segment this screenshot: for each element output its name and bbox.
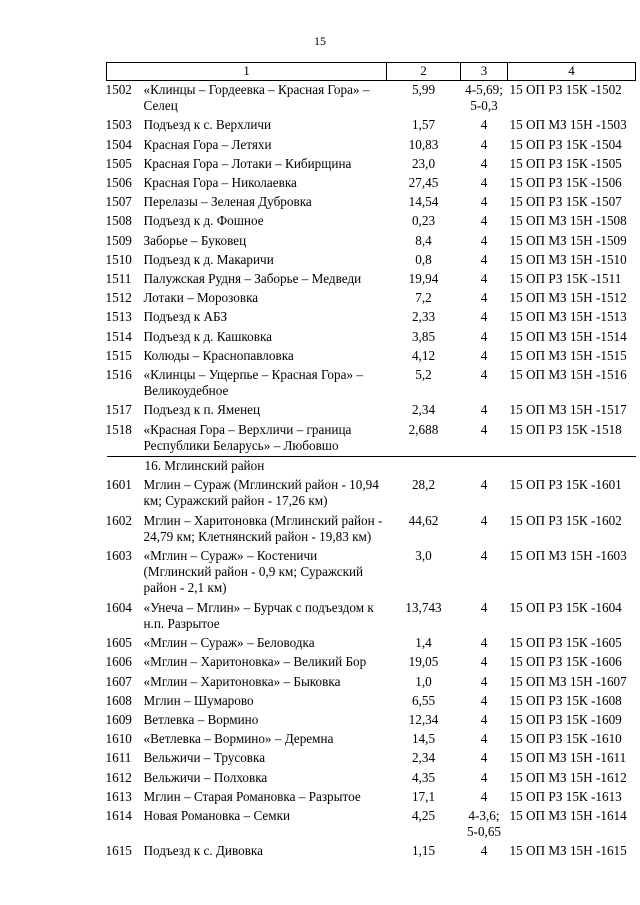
- road-name: «Мглин – Сураж» – Костеничи (Мглинский район - 0,9 км; Суражский район - 2,1 км): [143, 548, 364, 596]
- road-code: 1511: [105, 271, 132, 287]
- road-name: Подъезд к с. Дивовка: [143, 843, 263, 859]
- road-code: 1613: [105, 788, 132, 804]
- road-name-cell: [107, 692, 387, 711]
- road-category: 4: [480, 194, 488, 210]
- road-name-cell: [107, 653, 387, 672]
- road-name-cell: [107, 421, 387, 457]
- road-name-cell: [107, 476, 387, 511]
- road-name-cell: [107, 212, 387, 231]
- road-name: Лотаки – Морозовка: [143, 290, 259, 306]
- road-name: Мглин – Харитоновка (Мглинский район - 24,79 км; Клетнянский район - 19,83 км): [143, 512, 383, 544]
- road-length: 3,85: [411, 328, 436, 344]
- road-name-cell: [107, 512, 387, 547]
- table-row: [107, 232, 636, 251]
- road-id: 15 ОП РЗ 15К -1511: [509, 271, 622, 287]
- road-code: 1611: [105, 750, 132, 766]
- road-code: 1505: [105, 155, 132, 171]
- road-length: 28,2: [411, 477, 436, 493]
- header-col-1: 1: [107, 63, 387, 81]
- road-name-cell: [107, 842, 387, 861]
- header-col-3: 3: [461, 63, 508, 81]
- header-col-4: 4: [508, 63, 636, 81]
- road-id: 15 ОП РЗ 15К -1504: [509, 136, 622, 152]
- road-name: Красная Гора – Летяхи: [143, 136, 272, 152]
- road-name: Подъезд к АБЗ: [143, 309, 228, 325]
- road-name-cell: [107, 116, 387, 135]
- road-code: 1506: [105, 175, 132, 191]
- road-category: 4: [480, 328, 488, 344]
- road-category: 4: [480, 654, 488, 670]
- road-id: 15 ОП МЗ 15Н -1510: [509, 251, 627, 267]
- table-row: [107, 634, 636, 653]
- table-row: [107, 692, 636, 711]
- road-name: «Клинцы – Гордеевка – Красная Гора» – Селец: [143, 82, 370, 114]
- road-id: 15 ОП МЗ 15Н -1503: [509, 117, 627, 133]
- road-code: 1513: [105, 309, 132, 325]
- road-name-cell: [107, 599, 387, 634]
- table-body-mglin: [107, 476, 636, 861]
- road-category: 4: [480, 788, 488, 804]
- road-code: 1516: [105, 367, 132, 383]
- table-row: [107, 749, 636, 768]
- road-length: 1,57: [411, 117, 436, 133]
- road-length: 2,33: [411, 309, 436, 325]
- road-name: «Красная Гора – Верхличи – граница Республики Беларусь» – Любовшо: [143, 421, 352, 453]
- road-code: 1514: [105, 328, 132, 344]
- road-length: 7,2: [415, 290, 432, 306]
- road-id: 15 ОП МЗ 15Н -1515: [509, 347, 627, 363]
- table-row: [107, 711, 636, 730]
- road-category: 4: [480, 477, 488, 493]
- table-row: [107, 788, 636, 807]
- road-length: 4,25: [411, 807, 436, 823]
- table-row: [107, 599, 636, 634]
- roads-table: [106, 62, 636, 862]
- road-name: Красная Гора – Николаевка: [143, 175, 297, 191]
- road-name: «Унеча – Мглин» – Бурчак с подъездом к н.п. Разрытое: [143, 599, 374, 631]
- table-body-krasnaya-gora: [107, 81, 636, 457]
- table-row: [107, 212, 636, 231]
- road-code: 1504: [105, 136, 132, 152]
- road-name-cell: [107, 251, 387, 270]
- road-name-cell: [107, 289, 387, 308]
- road-id: 15 ОП РЗ 15К -1605: [509, 635, 622, 651]
- table-row: [107, 476, 636, 511]
- road-id: 15 ОП РЗ 15К -1502: [509, 82, 622, 97]
- road-id: 15 ОП РЗ 15К -1606: [509, 654, 622, 670]
- road-code: 1608: [105, 692, 132, 708]
- road-name-cell: [107, 347, 387, 366]
- road-name-cell: [107, 366, 387, 401]
- road-code: 1609: [105, 711, 132, 727]
- road-name-cell: [107, 136, 387, 155]
- road-id: 15 ОП МЗ 15Н -1514: [509, 328, 627, 344]
- road-code: 1508: [105, 213, 132, 229]
- road-name: Перелазы – Зеленая Дубровка: [143, 194, 312, 210]
- road-name-cell: [107, 81, 387, 117]
- road-code: 1509: [105, 232, 132, 248]
- road-code: 1507: [105, 194, 132, 210]
- road-name: Вельжичи – Трусовка: [143, 750, 266, 766]
- road-length: 14,5: [411, 731, 436, 747]
- table-row: [107, 512, 636, 547]
- table-row: [107, 174, 636, 193]
- road-category: 4: [480, 692, 488, 708]
- road-category: 4: [480, 175, 488, 191]
- road-category: 4: [480, 843, 488, 859]
- road-id: 15 ОП МЗ 15Н -1516: [509, 367, 627, 383]
- road-length: 1,4: [415, 635, 432, 651]
- road-id: 15 ОП РЗ 15К -1613: [509, 788, 622, 804]
- road-code: 1604: [105, 599, 132, 615]
- road-category: 4: [480, 635, 488, 651]
- road-name: Мглин – Сураж (Мглинский район - 10,94 км; Суражский район - 17,26 км): [143, 477, 379, 509]
- table-row: [107, 653, 636, 672]
- road-id: 15 ОП РЗ 15К -1518: [509, 421, 622, 437]
- table-row: [107, 308, 636, 327]
- road-length: 0,23: [411, 213, 436, 229]
- road-category: 4: [480, 548, 488, 564]
- road-category: 4: [480, 402, 488, 418]
- road-name: «Мглин – Харитоновка» – Быковка: [143, 673, 341, 689]
- road-id: 15 ОП МЗ 15Н -1614: [509, 807, 627, 823]
- table-row: [107, 673, 636, 692]
- road-category: 4-5,69; 5-0,3: [465, 82, 503, 114]
- road-name: Красная Гора – Лотаки – Кибирщина: [143, 155, 352, 171]
- road-id: 15 ОП МЗ 15Н -1509: [509, 232, 627, 248]
- road-name: «Мглин – Сураж» – Беловодка: [143, 635, 315, 651]
- district-title: 16. Мглинский район: [144, 458, 265, 474]
- road-category: 4: [480, 673, 488, 689]
- road-length: 2,34: [411, 750, 436, 766]
- road-name-cell: [107, 634, 387, 653]
- road-name: «Мглин – Харитоновка» – Великий Бор: [143, 654, 367, 670]
- table-row: [107, 401, 636, 420]
- road-id: 15 ОП РЗ 15К -1506: [509, 175, 622, 191]
- road-name-cell: [107, 270, 387, 289]
- road-length: 2,688: [408, 421, 439, 437]
- road-category: 4: [480, 155, 488, 171]
- road-length: 5,99: [411, 82, 436, 97]
- road-id: 15 ОП МЗ 15Н -1512: [509, 290, 627, 306]
- road-id: 15 ОП МЗ 15Н -1607: [509, 673, 627, 689]
- road-name: Подъезд к д. Макаричи: [143, 251, 274, 267]
- road-name-cell: [107, 328, 387, 347]
- road-category: 4: [480, 750, 488, 766]
- road-code: 1615: [105, 843, 132, 859]
- table-row: [107, 547, 636, 599]
- road-length: 27,45: [408, 175, 439, 191]
- road-category: 4: [480, 731, 488, 747]
- table-row: [107, 421, 636, 457]
- road-category: 4: [480, 599, 488, 615]
- road-code: 1614: [105, 807, 132, 823]
- page-number: 15: [314, 34, 326, 48]
- road-name-cell: [107, 769, 387, 788]
- table-row: [107, 251, 636, 270]
- road-name: Мглин – Старая Романовка – Разрытое: [143, 788, 361, 804]
- road-id: 15 ОП МЗ 15Н -1517: [509, 402, 627, 418]
- road-code: 1601: [105, 477, 132, 493]
- road-code: 1515: [105, 347, 132, 363]
- road-id: 15 ОП РЗ 15К -1609: [509, 711, 622, 727]
- road-category: 4: [480, 769, 488, 785]
- road-category: 4: [480, 251, 488, 267]
- road-id: 15 ОП МЗ 15Н -1612: [509, 769, 627, 785]
- road-code: 1502: [105, 82, 132, 97]
- road-id: 15 ОП РЗ 15К -1604: [509, 599, 622, 615]
- road-id: 15 ОП МЗ 15Н -1611: [509, 750, 627, 766]
- road-id: 15 ОП РЗ 15К -1608: [509, 692, 622, 708]
- table-row: [107, 116, 636, 135]
- road-name-cell: [107, 749, 387, 768]
- road-code: 1606: [105, 654, 132, 670]
- road-length: 4,35: [411, 769, 436, 785]
- road-name-cell: [107, 730, 387, 749]
- road-length: 0,8: [415, 251, 432, 267]
- table-row: [107, 769, 636, 788]
- road-category: 4: [480, 711, 488, 727]
- road-category: 4: [480, 290, 488, 306]
- header-col-2: 2: [387, 63, 461, 81]
- table-row: [107, 289, 636, 308]
- road-id: 15 ОП МЗ 15Н -1603: [509, 548, 627, 564]
- road-code: 1612: [105, 769, 132, 785]
- road-name: Заборье – Буковец: [143, 232, 247, 248]
- road-category: 4: [480, 232, 488, 248]
- district-section: [107, 457, 636, 477]
- road-id: 15 ОП МЗ 15Н -1508: [509, 213, 627, 229]
- road-code: 1603: [105, 548, 132, 564]
- road-name-cell: [107, 788, 387, 807]
- road-length: 19,94: [408, 271, 439, 287]
- road-length: 8,4: [415, 232, 432, 248]
- road-length: 1,15: [411, 843, 436, 859]
- road-length: 19,05: [408, 654, 439, 670]
- road-category: 4: [480, 347, 488, 363]
- road-length: 44,62: [408, 512, 439, 528]
- road-category: 4: [480, 309, 488, 325]
- road-name-cell: [107, 401, 387, 420]
- road-name: Подъезд к п. Яменец: [143, 402, 261, 418]
- road-category: 4: [480, 421, 488, 437]
- road-name: Мглин – Шумарово: [143, 692, 254, 708]
- road-category: 4: [480, 512, 488, 528]
- road-code: 1607: [105, 673, 132, 689]
- road-category: 4: [480, 213, 488, 229]
- table-row: [107, 807, 636, 842]
- road-code: 1518: [105, 421, 132, 437]
- road-length: 1,0: [415, 673, 432, 689]
- road-category: 4: [480, 136, 488, 152]
- road-name-cell: [107, 711, 387, 730]
- road-name: «Ветлевка – Вормино» – Деремна: [143, 731, 334, 747]
- road-name-cell: [107, 174, 387, 193]
- road-id: 15 ОП РЗ 15К -1507: [509, 194, 622, 210]
- table-row: [107, 193, 636, 212]
- table-row: [107, 270, 636, 289]
- road-name: Подъезд к с. Верхличи: [143, 117, 272, 133]
- road-code: 1512: [105, 290, 132, 306]
- road-code: 1510: [105, 251, 132, 267]
- road-category: 4: [480, 271, 488, 287]
- road-name: Палужская Рудня – Заборье – Медведи: [143, 271, 362, 287]
- table-row: [107, 81, 636, 117]
- road-id: 15 ОП РЗ 15К -1505: [509, 155, 622, 171]
- road-category: 4: [480, 117, 488, 133]
- road-category: 4: [480, 367, 488, 383]
- road-name-cell: [107, 193, 387, 212]
- road-code: 1517: [105, 402, 132, 418]
- district-row: [107, 457, 636, 477]
- road-code: 1605: [105, 635, 132, 651]
- road-name: Подъезд к д. Кашковка: [143, 328, 273, 344]
- road-length: 23,0: [411, 155, 436, 171]
- road-name-cell: [107, 807, 387, 842]
- road-name: Новая Романовка – Семки: [143, 807, 291, 823]
- road-name-cell: [107, 155, 387, 174]
- table-row: [107, 730, 636, 749]
- road-category: 4-3,6; 5-0,65: [466, 807, 502, 840]
- table-row: [107, 366, 636, 401]
- road-length: 17,1: [411, 788, 436, 804]
- road-name-cell: [107, 547, 387, 599]
- road-length: 10,83: [408, 136, 439, 152]
- road-length: 13,743: [405, 599, 442, 615]
- road-id: 15 ОП РЗ 15К -1601: [509, 477, 622, 493]
- table-row: [107, 328, 636, 347]
- road-id: 15 ОП РЗ 15К -1602: [509, 512, 622, 528]
- road-id: 15 ОП МЗ 15Н -1615: [509, 843, 627, 859]
- road-name: Подъезд к д. Фошное: [143, 213, 264, 229]
- road-length: 3,0: [415, 548, 432, 564]
- road-length: 12,34: [408, 711, 439, 727]
- road-name-cell: [107, 673, 387, 692]
- road-name: «Клинцы – Ущерпье – Красная Гора» – Великоудебное: [143, 367, 363, 399]
- road-name-cell: [107, 232, 387, 251]
- table-row: [107, 347, 636, 366]
- road-code: 1610: [105, 731, 132, 747]
- table-header: [107, 63, 636, 81]
- road-length: 6,55: [411, 692, 436, 708]
- road-code: 1503: [105, 117, 132, 133]
- table-row: [107, 155, 636, 174]
- road-length: 2,34: [411, 402, 436, 418]
- road-name: Колюды – Краснопавловка: [143, 347, 294, 363]
- road-length: 5,2: [415, 367, 432, 383]
- road-code: 1602: [105, 512, 132, 528]
- road-name: Ветлевка – Вормино: [143, 711, 259, 727]
- road-name-cell: [107, 308, 387, 327]
- table-row: [107, 842, 636, 861]
- road-length: 14,54: [408, 194, 439, 210]
- road-id: 15 ОП РЗ 15К -1610: [509, 731, 622, 747]
- road-length: 4,12: [411, 347, 436, 363]
- table-row: [107, 136, 636, 155]
- road-name: Вельжичи – Полховка: [143, 769, 268, 785]
- road-id: 15 ОП МЗ 15Н -1513: [509, 309, 627, 325]
